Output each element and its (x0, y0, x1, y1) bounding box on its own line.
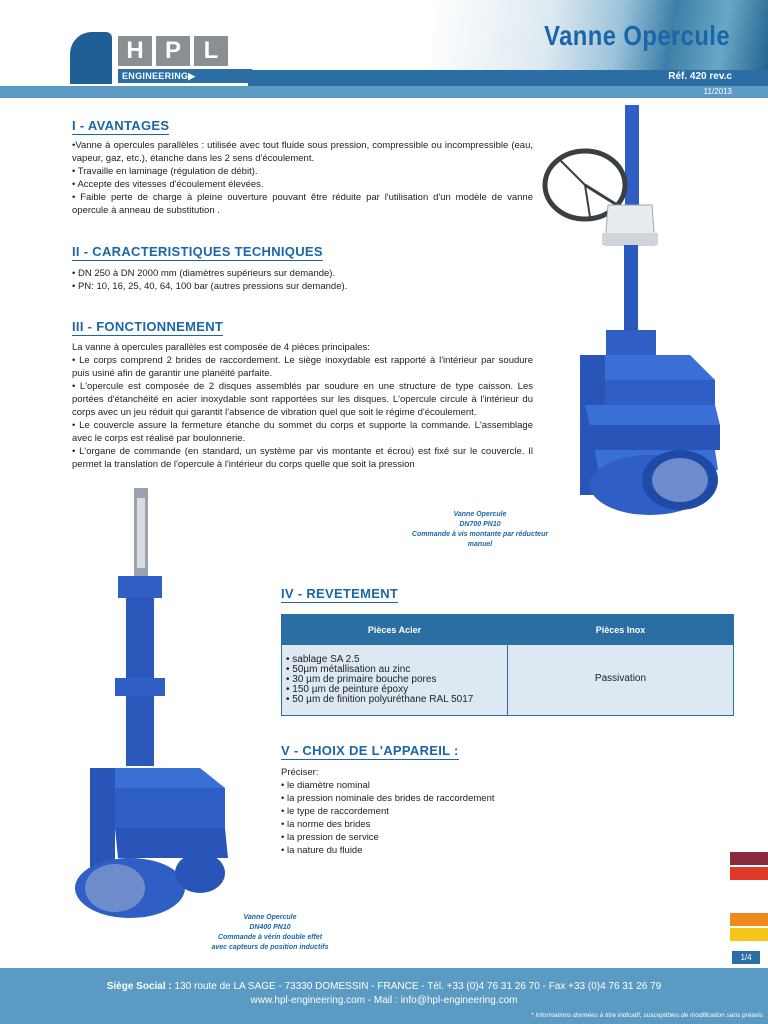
choix-item: • la nature du fluide (281, 845, 363, 856)
section-title-choix: V - CHOIX DE L'APPAREIL : (281, 743, 459, 758)
caption-top-line: Vanne Opercule (453, 511, 507, 518)
avantages-line: • Accepte des vitesses d'écoulement élevées. (72, 179, 264, 190)
caption-top-line: DN700 PN10 (459, 521, 501, 528)
section-title-revetement: IV - REVETEMENT (281, 586, 399, 601)
acier-item: • 30 µm de primaire bouche pores (286, 674, 437, 685)
table-header-inox: Pièces Inox (508, 615, 733, 645)
avantages-line: • Travaille en laminage (régulation de débit). (72, 166, 258, 177)
table-cell-acier (286, 655, 504, 705)
choix-intro: Préciser: (281, 767, 319, 778)
revetement-table (281, 614, 734, 716)
avantages-line: • Faible perte de charge à pleine ouverture pouvant être réduite par l'utilisation d'un modèle de vanne opercule à anneau de substitution . (72, 192, 533, 216)
acier-item: • 50 µm de finition polyuréthane RAL 5017 (286, 694, 474, 705)
choix-item: • la pression nominale des brides de raccordement (281, 793, 495, 804)
caracteristiques-line: • DN 250 à DN 2000 mm (diamètres supérieurs sur demande). (72, 268, 336, 279)
logo-wave (70, 32, 112, 84)
choix-item: • la pression de service (281, 832, 379, 843)
valve-actuator-illustration (70, 488, 240, 918)
table-cell-inox: Passivation (594, 673, 647, 684)
caracteristiques-text (72, 267, 533, 293)
footer-web[interactable]: www.hpl-engineering.com - Mail : info@hpl-engineering.com (250, 995, 518, 1006)
caption-top-line: Commande à vis montante par réducteur manuel (411, 531, 549, 548)
avantages-line: •Vanne à opercules parallèles : utilisée avec tout fluide sous pression, compressible ou incompressible (eau, vapeur, gaz, etc.), étanche dans les 2 sens d'écoulement. (72, 140, 533, 164)
fonctionnement-line: La vanne à opercules parallèles est composée de 4 pièces principales: (72, 342, 370, 353)
page-number: 1/4 (732, 951, 760, 964)
caption-bottom-line: avec capteurs de position inductifs (211, 944, 329, 951)
acier-item: • 50µm métallisation au zinc (286, 664, 411, 675)
page-title: Vanne Opercule (544, 20, 730, 51)
caption-bottom-line: DN400 PN10 (249, 924, 291, 931)
choix-item: • le type de raccordement (281, 806, 389, 817)
color-tab-orange (730, 913, 768, 926)
logo-letter-h: H (118, 36, 152, 66)
logo-letter-p: P (156, 36, 190, 66)
footer-address (0, 981, 768, 992)
fonctionnement-line: • Le couvercle assure la fermeture étanche du sommet du corps et supporte la commande. L'assemblage avec le corps est réalisé par boulonnerie. (72, 420, 533, 444)
acier-item: • sablage SA 2.5 (286, 654, 360, 665)
section-title-avantages: I - AVANTAGES (72, 118, 170, 133)
color-tab-red (730, 867, 768, 880)
caption-bottom-line: Vanne Opercule (243, 914, 297, 921)
section-title-fonctionnement: III - FONCTIONNEMENT (72, 319, 224, 334)
fonctionnement-line: • L'organe de commande (en standard, un système par vis montante et écrou) est fixé sur le couvercle. Il permet la translation de l'opercule à l'intérieur du corps quelle que soit la pression (72, 446, 533, 470)
choix-list (281, 766, 581, 857)
caption-bottom-line: Commande à vérin double effet (217, 934, 323, 941)
caracteristiques-line: • PN: 10, 16, 25, 40, 64, 100 bar (autres pressions sur demande). (72, 281, 348, 292)
fonctionnement-line: • Le corps comprend 2 brides de raccordement. Le siège inoxydable est rapporté à l'intérieur par soudure puis usiné afin de garantir une planéité parfaite. (72, 355, 533, 379)
company-logo (70, 32, 250, 88)
table-divider (507, 615, 508, 715)
choix-item: • le diamètre nominal (281, 780, 370, 791)
footer-address-text: 130 route de LA SAGE - 73330 DOMESSIN - FRANCE - Tél. +33 (0)4 76 31 26 70 - Fax +33 (0)4 76 31 26 79 (171, 981, 662, 992)
acier-item: • 150 µm de peinture époxy (286, 684, 409, 695)
fonctionnement-line: • L'opercule est composée de 2 disques assemblés par soudure en une structure de type caisson. Les portées d'étanchéité en acier inoxydable sont rapportées sur les disques. L'opercule circule à l'intérieur du corps avec un jeu réduit qui garantit l'absence de vibration quel que soit le régime d'écoulement. (72, 381, 533, 418)
footer-disclaimer: * Informations données à titre indicatif, susceptibles de modification sans préavis (531, 1012, 763, 1019)
footer-label: Siège Social : (106, 981, 172, 992)
logo-letter-l: L (194, 36, 228, 66)
section-title-caracteristiques: II - CARACTERISTIQUES TECHNIQUES (72, 244, 323, 259)
valve-handwheel-illustration (540, 105, 730, 515)
fonctionnement-text (72, 341, 533, 471)
color-tab-yellow (730, 928, 768, 941)
logo-subtitle: ENGINEERING▶ (118, 69, 252, 83)
caption-top (400, 510, 560, 550)
caption-bottom (190, 913, 350, 953)
table-header-acier: Pièces Acier (282, 615, 507, 645)
reference-label: Réf. 420 rev.c (668, 71, 732, 82)
date-label: 11/2013 (703, 87, 732, 96)
color-tab-burgundy (730, 852, 768, 865)
choix-item: • la norme des brides (281, 819, 371, 830)
avantages-text (72, 139, 533, 217)
